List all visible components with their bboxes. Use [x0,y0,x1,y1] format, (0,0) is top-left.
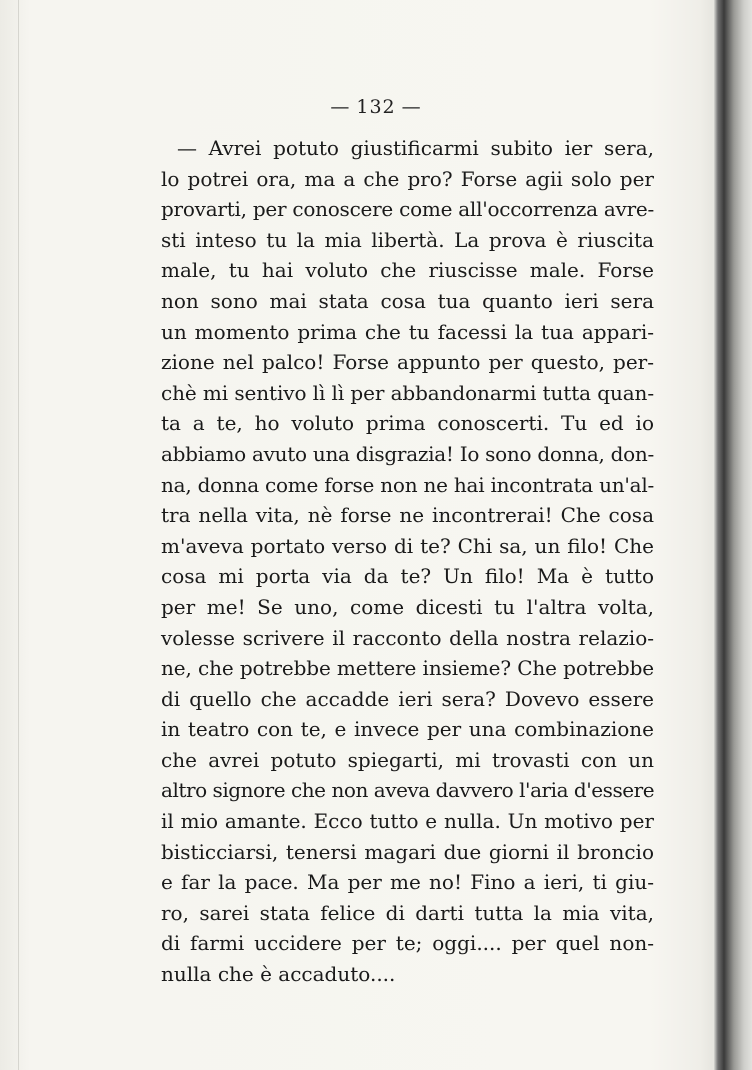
text-line: chè mi sentivo lì lì per abbandonarmi tutta quan- [161,380,654,405]
page-number-dash-left: — [330,96,351,118]
text-line: male, tu hai voluto che riuscisse male. Forse [161,258,654,283]
text-line: abbiamo avuto una disgrazia! Io sono donna, don- [161,441,654,466]
text-line: sti inteso tu la mia libertà. La prova è riuscita [161,227,654,252]
text-line: altro signore che non aveva davvero l'aria d'essere [161,778,655,803]
text-line: zione nel palco! Forse appunto per questo, per- [161,350,654,375]
text-line: lo potrei ora, ma a che pro? Forse agii solo per [161,166,654,191]
text-line: e far la pace. Ma per me no! Fino a ieri, ti giu- [161,870,654,895]
text-line: il mio amante. Ecco tutto e nulla. Un motivo per [161,809,654,834]
text-line: che avrei potuto spiegarti, mi trovasti con un [161,747,654,772]
text-line: un momento prima che tu facessi la tua appari- [161,319,654,344]
text-line: non sono mai stata cosa tua quanto ieri sera [161,288,654,313]
text-line: na, donna come forse non ne hai incontrata un'al- [161,472,654,497]
book-spine-edge [714,0,752,1070]
text-line: ro, sarei stata felice di darti tutta la mia vita, [161,900,654,925]
body-text [161,133,654,990]
text-line: nulla che è accaduto.... [161,962,396,987]
text-line: volesse scrivere il racconto della nostra relazio- [161,625,654,650]
page-number [0,96,752,118]
text-line: m'aveva portato verso di te? Chi sa, un filo! Che [161,533,654,558]
text-line: per me! Se uno, come dicesti tu l'altra volta, [161,594,654,619]
page-left-edge [18,0,19,1070]
text-line: di quello che accadde ieri sera? Dovevo essere [161,686,654,711]
text-line: bisticciarsi, tenersi magari due giorni il broncio [161,839,654,864]
text-line: ta a te, ho voluto prima conoscerti. Tu ed io [161,411,654,436]
text-line: provarti, per conoscere come all'occorrenza avre- [161,197,654,222]
text-line: ne, che potrebbe mettere insieme? Che potrebbe [161,656,654,681]
text-line: cosa mi porta via da te? Un filo! Ma è tutto [161,564,654,589]
text-line: di farmi uccidere per te; oggi.... per quel non- [161,931,654,956]
page-number-value: 132 [356,96,396,118]
text-line: tra nella vita, nè forse ne incontrerai! Che cosa [161,503,654,528]
text-line: — Avrei potuto giustificarmi subito ier sera, [177,136,654,160]
text-line: in teatro con te, e invece per una combinazione [161,717,654,742]
page-number-dash-right: — [401,96,422,118]
